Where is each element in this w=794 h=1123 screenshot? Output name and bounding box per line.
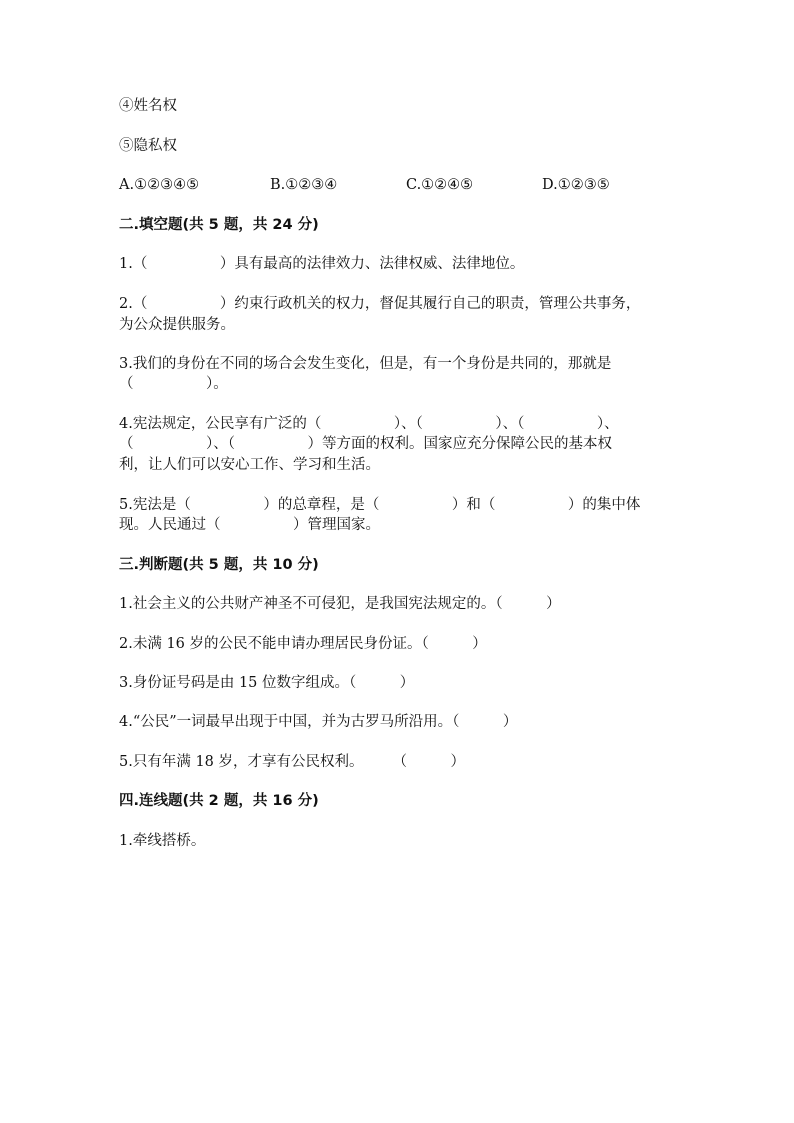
- fill-q3-line1: 3.我们的身份在不同的场合会发生变化，但是，有一个身份是共同的，那就是: [119, 356, 612, 372]
- match-q1: 1.牵线搭桥。: [119, 833, 206, 849]
- fill-q4-line1: 4.宪法规定，公民享有广泛的（ ）、（ ）、（ ）、: [119, 416, 619, 432]
- fill-q5-line1: 5.宪法是（ ）的总章程，是（ ）和（ ）的集中体: [119, 497, 641, 513]
- fill-q4-line3: 利，让人们可以安心工作、学习和生活。: [119, 457, 380, 473]
- fill-q4-line2: （ ）、（ ）等方面的权利。国家应充分保障公民的基本权: [119, 436, 612, 452]
- section3-heading: 三.判断题(共 5 题，共 10 分): [119, 557, 319, 573]
- prev-item-5: ⑤隐私权: [119, 138, 177, 154]
- prev-item-4: ④姓名权: [119, 98, 177, 114]
- choice-b[interactable]: B.①②③④: [270, 177, 338, 193]
- fill-q5-line2: 现。人民通过（ ）管理国家。: [119, 517, 380, 533]
- fill-q2-line1: 2.（ ）约束行政机关的权力，督促其履行自己的职责，管理公共事务，: [119, 296, 641, 312]
- judge-q1: 1.社会主义的公共财产神圣不可侵犯，是我国宪法规定的。（ ）: [119, 596, 561, 612]
- judge-q4: 4.“公民”一词最早出现于中国，并为古罗马所沿用。（ ）: [119, 714, 518, 730]
- choice-a[interactable]: A.①②③④⑤: [119, 177, 200, 193]
- section2-heading: 二.填空题(共 5 题，共 24 分): [119, 217, 319, 233]
- choice-d[interactable]: D.①②③⑤: [542, 177, 610, 193]
- choice-c[interactable]: C.①②④⑤: [406, 177, 474, 193]
- fill-q2-line2: 为公众提供服务。: [119, 317, 235, 333]
- fill-q1: 1.（ ）具有最高的法律效力、法律权威、法律地位。: [119, 256, 525, 272]
- judge-q3: 3.身份证号码是由 15 位数字组成。（ ）: [119, 675, 415, 691]
- fill-q3-line2: （ ）。: [119, 376, 228, 392]
- judge-q5: 5.只有年满 18 岁，才享有公民权利。 （ ）: [119, 754, 466, 770]
- judge-q2: 2.未满 16 岁的公民不能申请办理居民身份证。（ ）: [119, 636, 487, 652]
- section4-heading: 四.连线题(共 2 题，共 16 分): [119, 793, 319, 809]
